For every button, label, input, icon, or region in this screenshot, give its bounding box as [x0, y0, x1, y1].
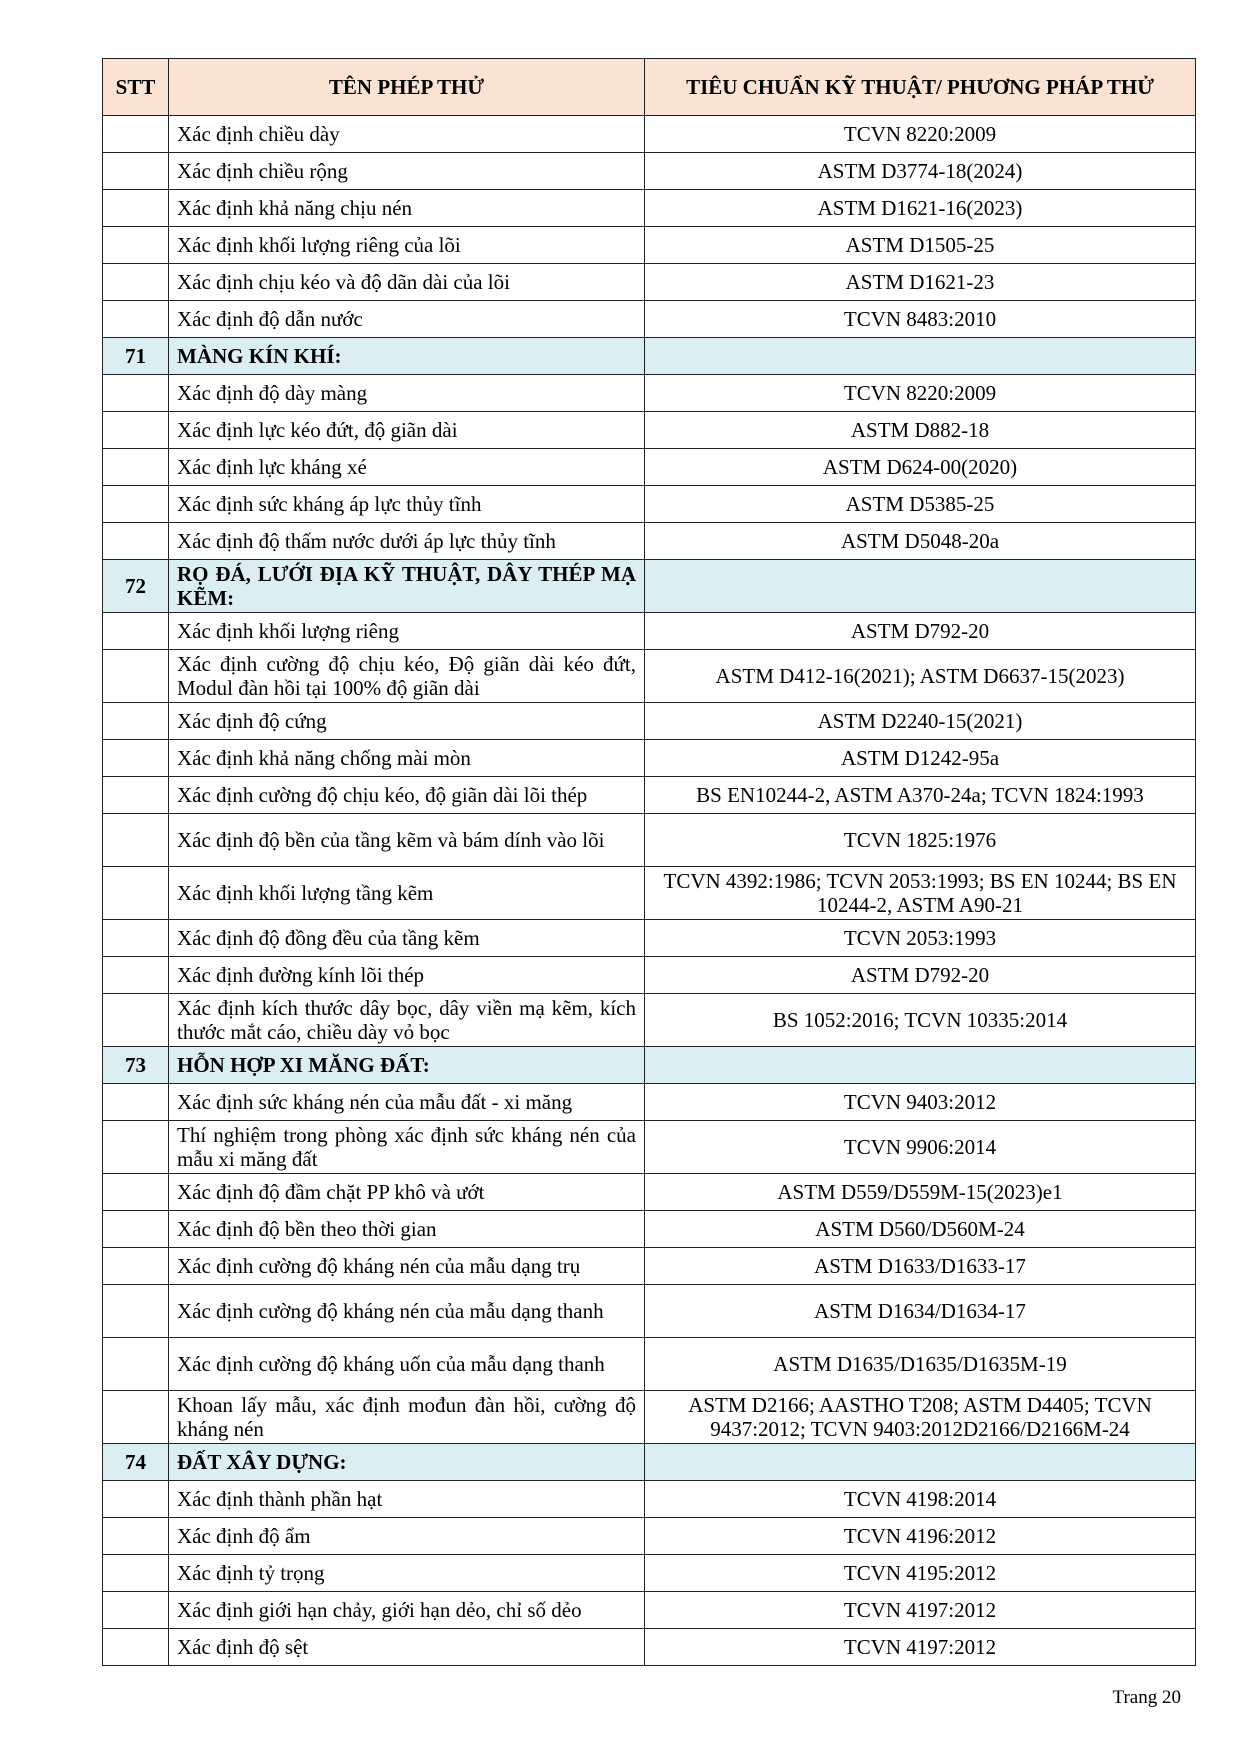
test-name: Xác định chịu kéo và độ dãn dài của lõi — [169, 264, 645, 301]
table-row — [103, 116, 1196, 153]
test-name: Xác định độ cứng — [169, 703, 645, 740]
test-name: Xác định kích thước dây bọc, dây viền mạ kẽm, kích thước mắt cáo, chiều dày vỏ bọc — [169, 994, 645, 1047]
section-row — [103, 560, 1196, 613]
test-standard: TCVN 2053:1993 — [645, 920, 1196, 957]
section-title: ĐẤT XÂY DỰNG: — [169, 1444, 645, 1481]
row-stt: 73 — [103, 1047, 169, 1084]
test-name: Xác định khối lượng tầng kẽm — [169, 867, 645, 920]
table-row — [103, 301, 1196, 338]
table-row — [103, 449, 1196, 486]
test-standard: ASTM D792-20 — [645, 613, 1196, 650]
section-title: HỖN HỢP XI MĂNG ĐẤT: — [169, 1047, 645, 1084]
table-row — [103, 1518, 1196, 1555]
row-stt — [103, 703, 169, 740]
row-stt — [103, 920, 169, 957]
test-name: Xác định độ ẩm — [169, 1518, 645, 1555]
section-row — [103, 1047, 1196, 1084]
table-row — [103, 1121, 1196, 1174]
row-stt — [103, 227, 169, 264]
row-stt — [103, 867, 169, 920]
row-stt — [103, 1629, 169, 1666]
test-standard: ASTM D882-18 — [645, 412, 1196, 449]
test-standard: ASTM D5048-20a — [645, 523, 1196, 560]
row-stt — [103, 412, 169, 449]
test-standard — [645, 560, 1196, 613]
row-stt — [103, 375, 169, 412]
row-stt — [103, 116, 169, 153]
test-name: Xác định độ bền theo thời gian — [169, 1211, 645, 1248]
header-test-name: TÊN PHÉP THỬ — [169, 59, 645, 116]
test-name: Xác định độ đầm chặt PP khô và ướt — [169, 1174, 645, 1211]
test-standard — [645, 338, 1196, 375]
table-row — [103, 920, 1196, 957]
row-stt — [103, 486, 169, 523]
test-standard: ASTM D1621-16(2023) — [645, 190, 1196, 227]
test-name: Xác định cường độ chịu kéo, độ giãn dài lõi thép — [169, 777, 645, 814]
test-standard: ASTM D2166; AASTHO T208; ASTM D4405; TCVN 9437:2012; TCVN 9403:2012D2166/D2166M-24 — [645, 1391, 1196, 1444]
table-row — [103, 1285, 1196, 1338]
header-stt: STT — [103, 59, 169, 116]
row-stt — [103, 650, 169, 703]
row-stt — [103, 1481, 169, 1518]
test-standard: ASTM D1634/D1634-17 — [645, 1285, 1196, 1338]
test-standard: ASTM D3774-18(2024) — [645, 153, 1196, 190]
test-standard — [645, 1444, 1196, 1481]
test-name: Xác định khả năng chịu nén — [169, 190, 645, 227]
test-name: Xác định lực kháng xé — [169, 449, 645, 486]
table-row — [103, 1555, 1196, 1592]
section-title: RỌ ĐÁ, LƯỚI ĐỊA KỸ THUẬT, DÂY THÉP MẠ KẼM: — [169, 560, 645, 613]
test-standard: ASTM D5385-25 — [645, 486, 1196, 523]
test-standard: TCVN 9906:2014 — [645, 1121, 1196, 1174]
row-stt — [103, 264, 169, 301]
test-standard: ASTM D1242-95a — [645, 740, 1196, 777]
table-row — [103, 227, 1196, 264]
table-row — [103, 1629, 1196, 1666]
table-row — [103, 153, 1196, 190]
test-name: Xác định khả năng chống mài mòn — [169, 740, 645, 777]
table-row — [103, 1338, 1196, 1391]
page-number: Trang 20 — [1112, 1687, 1181, 1708]
row-stt — [103, 190, 169, 227]
row-stt: 74 — [103, 1444, 169, 1481]
table-row — [103, 412, 1196, 449]
test-name: Xác định đường kính lõi thép — [169, 957, 645, 994]
test-name: Xác định chiều dày — [169, 116, 645, 153]
test-standard: TCVN 8220:2009 — [645, 116, 1196, 153]
test-name: Xác định cường độ chịu kéo, Độ giãn dài kéo đứt, Modul đàn hồi tại 100% độ giãn dài — [169, 650, 645, 703]
test-standard: ASTM D1633/D1633-17 — [645, 1248, 1196, 1285]
row-stt — [103, 1592, 169, 1629]
test-name: Xác định độ dày màng — [169, 375, 645, 412]
test-name: Xác định độ thấm nước dưới áp lực thủy tĩnh — [169, 523, 645, 560]
section-title: MÀNG KÍN KHÍ: — [169, 338, 645, 375]
table-row — [103, 867, 1196, 920]
test-standard: ASTM D792-20 — [645, 957, 1196, 994]
test-standard: TCVN 8220:2009 — [645, 375, 1196, 412]
table-row — [103, 1084, 1196, 1121]
row-stt — [103, 994, 169, 1047]
row-stt — [103, 1391, 169, 1444]
test-name: Xác định cường độ kháng uốn của mẫu dạng thanh — [169, 1338, 645, 1391]
table-row — [103, 1174, 1196, 1211]
row-stt — [103, 814, 169, 867]
row-stt — [103, 1084, 169, 1121]
test-name: Xác định độ dẫn nước — [169, 301, 645, 338]
table-row — [103, 190, 1196, 227]
test-name: Xác định độ bền của tầng kẽm và bám dính vào lõi — [169, 814, 645, 867]
test-standard: ASTM D1621-23 — [645, 264, 1196, 301]
row-stt — [103, 1338, 169, 1391]
table-row — [103, 957, 1196, 994]
test-standard: BS 1052:2016; TCVN 10335:2014 — [645, 994, 1196, 1047]
test-name: Thí nghiệm trong phòng xác định sức kháng nén của mẫu xi măng đất — [169, 1121, 645, 1174]
test-standard: ASTM D560/D560M-24 — [645, 1211, 1196, 1248]
test-standard: ASTM D1635/D1635/D1635M-19 — [645, 1338, 1196, 1391]
table-row — [103, 523, 1196, 560]
test-standard: TCVN 4197:2012 — [645, 1629, 1196, 1666]
table-row — [103, 650, 1196, 703]
test-name: Xác định lực kéo đứt, độ giãn dài — [169, 412, 645, 449]
row-stt — [103, 449, 169, 486]
section-row — [103, 338, 1196, 375]
table-body — [103, 116, 1196, 1666]
test-standard: TCVN 4392:1986; TCVN 2053:1993; BS EN 10244; BS EN 10244-2, ASTM A90-21 — [645, 867, 1196, 920]
row-stt — [103, 1174, 169, 1211]
row-stt: 71 — [103, 338, 169, 375]
row-stt — [103, 301, 169, 338]
table-row — [103, 740, 1196, 777]
table-row — [103, 1248, 1196, 1285]
row-stt — [103, 523, 169, 560]
test-name: Xác định khối lượng riêng của lõi — [169, 227, 645, 264]
row-stt — [103, 777, 169, 814]
section-row — [103, 1444, 1196, 1481]
test-standard: TCVN 4197:2012 — [645, 1592, 1196, 1629]
row-stt — [103, 1211, 169, 1248]
test-standard: ASTM D2240-15(2021) — [645, 703, 1196, 740]
test-name: Xác định sức kháng áp lực thủy tĩnh — [169, 486, 645, 523]
test-name: Xác định cường độ kháng nén của mẫu dạng thanh — [169, 1285, 645, 1338]
test-name: Xác định giới hạn chảy, giới hạn dẻo, chỉ số dẻo — [169, 1592, 645, 1629]
table-row — [103, 703, 1196, 740]
table-row — [103, 814, 1196, 867]
test-standard: TCVN 4195:2012 — [645, 1555, 1196, 1592]
test-name: Xác định tỷ trọng — [169, 1555, 645, 1592]
test-name: Xác định chiều rộng — [169, 153, 645, 190]
test-standard: BS EN10244-2, ASTM A370-24a; TCVN 1824:1993 — [645, 777, 1196, 814]
table-row — [103, 375, 1196, 412]
table-header-row — [103, 59, 1196, 116]
row-stt — [103, 1285, 169, 1338]
test-name: Xác định độ sệt — [169, 1629, 645, 1666]
test-standard: TCVN 1825:1976 — [645, 814, 1196, 867]
table-row — [103, 613, 1196, 650]
test-name: Xác định sức kháng nén của mẫu đất - xi măng — [169, 1084, 645, 1121]
row-stt: 72 — [103, 560, 169, 613]
test-name: Xác định độ đồng đều của tầng kẽm — [169, 920, 645, 957]
test-standard — [645, 1047, 1196, 1084]
header-standard: TIÊU CHUẨN KỸ THUẬT/ PHƯƠNG PHÁP THỬ — [645, 59, 1196, 116]
table-row — [103, 486, 1196, 523]
row-stt — [103, 1248, 169, 1285]
row-stt — [103, 957, 169, 994]
row-stt — [103, 153, 169, 190]
test-standard: ASTM D1505-25 — [645, 227, 1196, 264]
row-stt — [103, 1121, 169, 1174]
test-name: Xác định khối lượng riêng — [169, 613, 645, 650]
table-row — [103, 1391, 1196, 1444]
row-stt — [103, 1518, 169, 1555]
table-row — [103, 264, 1196, 301]
test-name: Khoan lấy mẫu, xác định mođun đàn hồi, cường độ kháng nén — [169, 1391, 645, 1444]
test-standard: TCVN 4196:2012 — [645, 1518, 1196, 1555]
test-standard: TCVN 8483:2010 — [645, 301, 1196, 338]
test-standard: ASTM D624-00(2020) — [645, 449, 1196, 486]
table-row — [103, 1211, 1196, 1248]
row-stt — [103, 613, 169, 650]
row-stt — [103, 740, 169, 777]
table-row — [103, 1592, 1196, 1629]
test-standards-table — [102, 58, 1196, 1666]
table-row — [103, 777, 1196, 814]
row-stt — [103, 1555, 169, 1592]
test-name: Xác định cường độ kháng nén của mẫu dạng trụ — [169, 1248, 645, 1285]
test-standard: ASTM D412-16(2021); ASTM D6637-15(2023) — [645, 650, 1196, 703]
test-standard: TCVN 4198:2014 — [645, 1481, 1196, 1518]
test-standard: ASTM D559/D559M-15(2023)e1 — [645, 1174, 1196, 1211]
test-standard: TCVN 9403:2012 — [645, 1084, 1196, 1121]
test-name: Xác định thành phần hạt — [169, 1481, 645, 1518]
table-row — [103, 1481, 1196, 1518]
table-row — [103, 994, 1196, 1047]
